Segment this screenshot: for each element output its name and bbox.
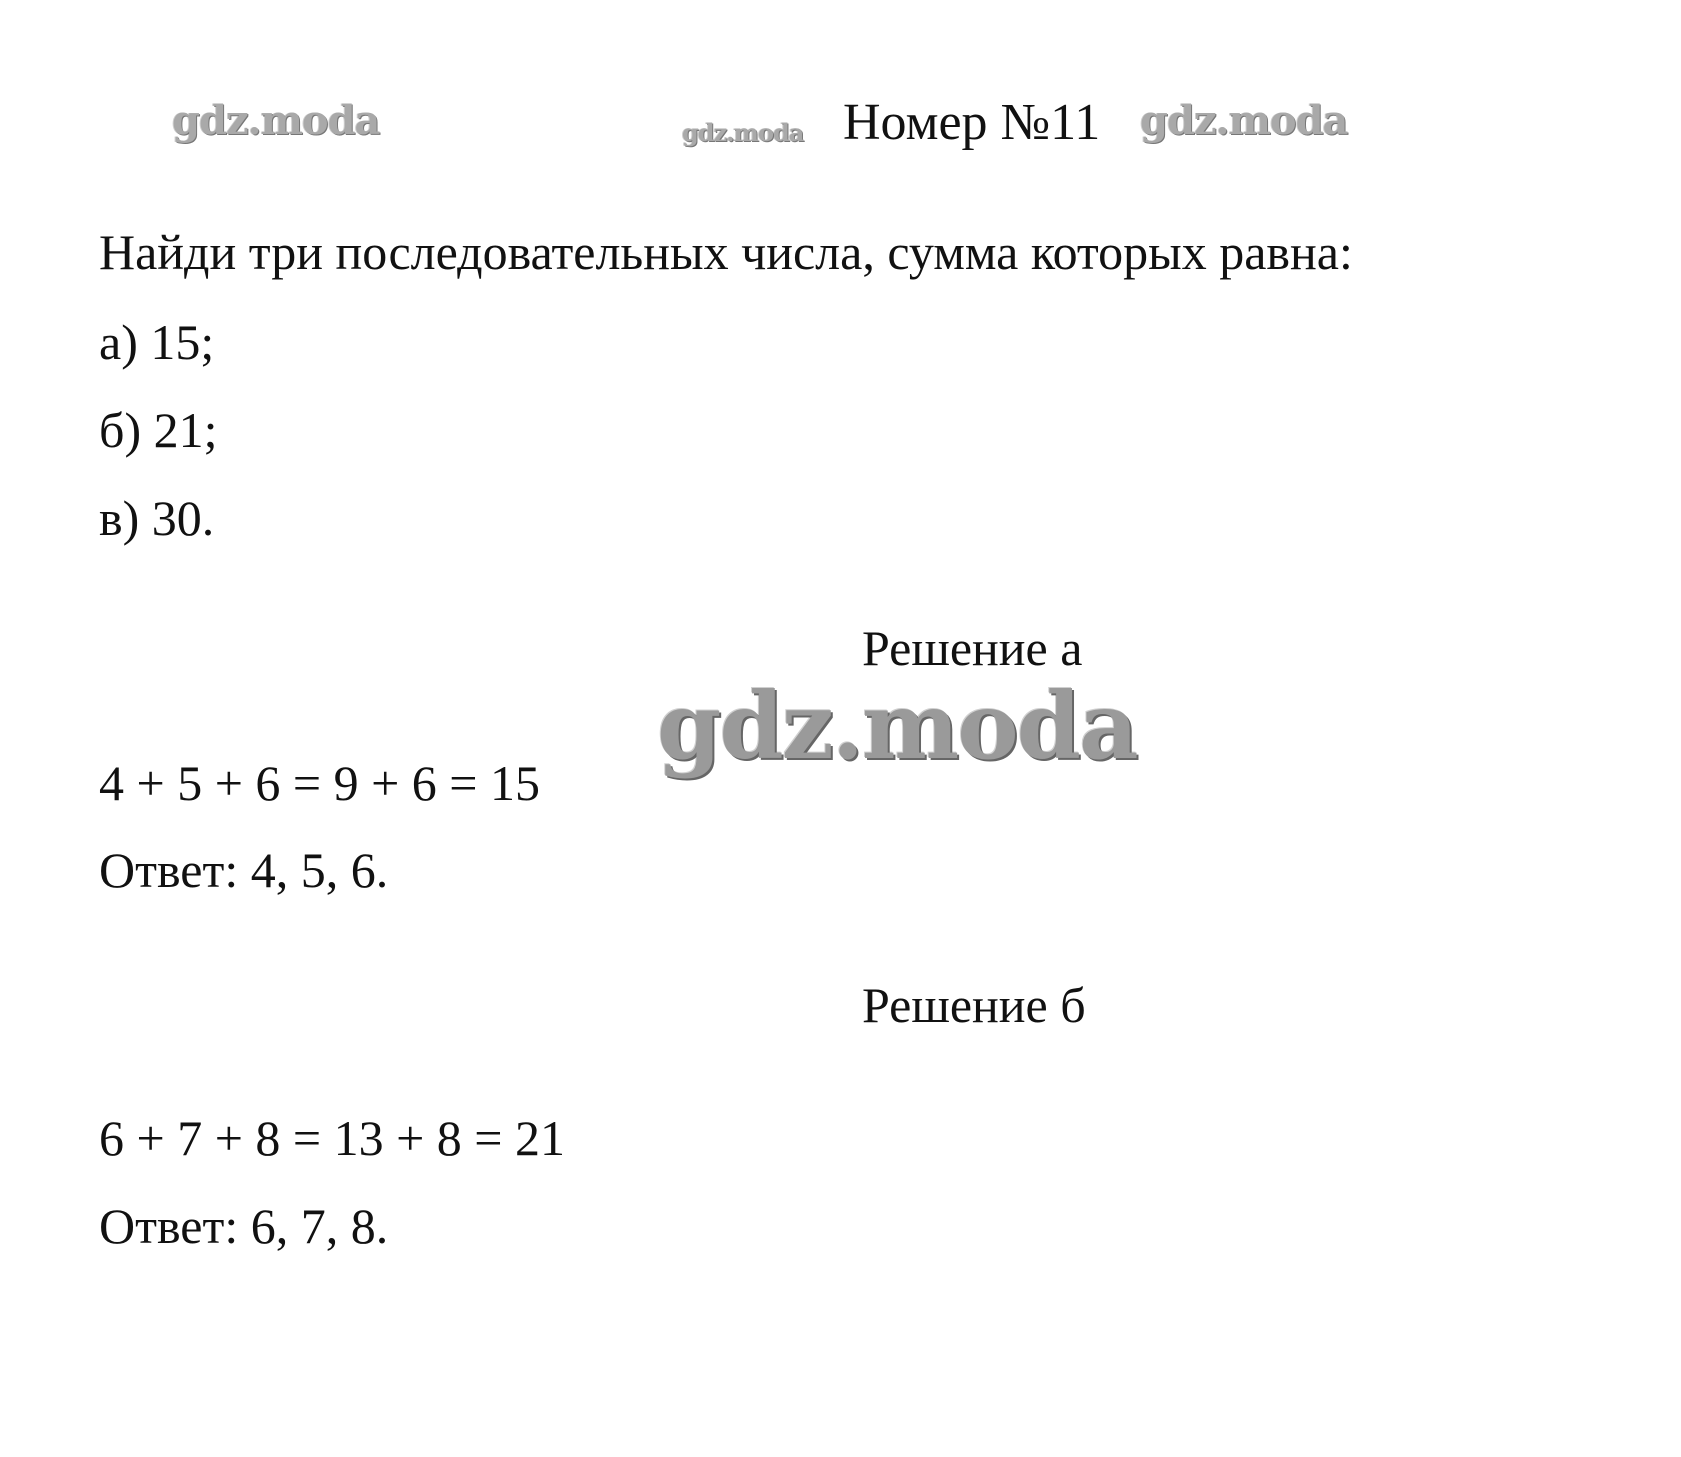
solution-b-answer: Ответ: 6, 7, 8. [99,1198,389,1254]
watermark-top-center-small: gdz.moda [682,118,804,147]
task-item-c: в) 30. [99,490,215,546]
solution-b-heading: Решение б [862,977,1086,1033]
page-title: Номер №11 [843,94,1101,151]
solution-a-answer: Ответ: 4, 5, 6. [99,842,389,898]
solution-a-heading: Решение а [862,620,1083,676]
task-statement: Найди три последовательных числа, сумма которых равна: [99,224,1353,280]
task-item-a: а) 15; [99,314,215,370]
solution-a-equation: 4 + 5 + 6 = 9 + 6 = 15 [99,755,540,811]
task-item-b: б) 21; [99,402,218,458]
watermark-center-big: gdz.moda [657,672,1137,780]
watermark-top-left: gdz.moda [172,97,380,144]
watermark-top-right: gdz.moda [1140,97,1348,144]
solution-b-equation: 6 + 7 + 8 = 13 + 8 = 21 [99,1110,565,1166]
